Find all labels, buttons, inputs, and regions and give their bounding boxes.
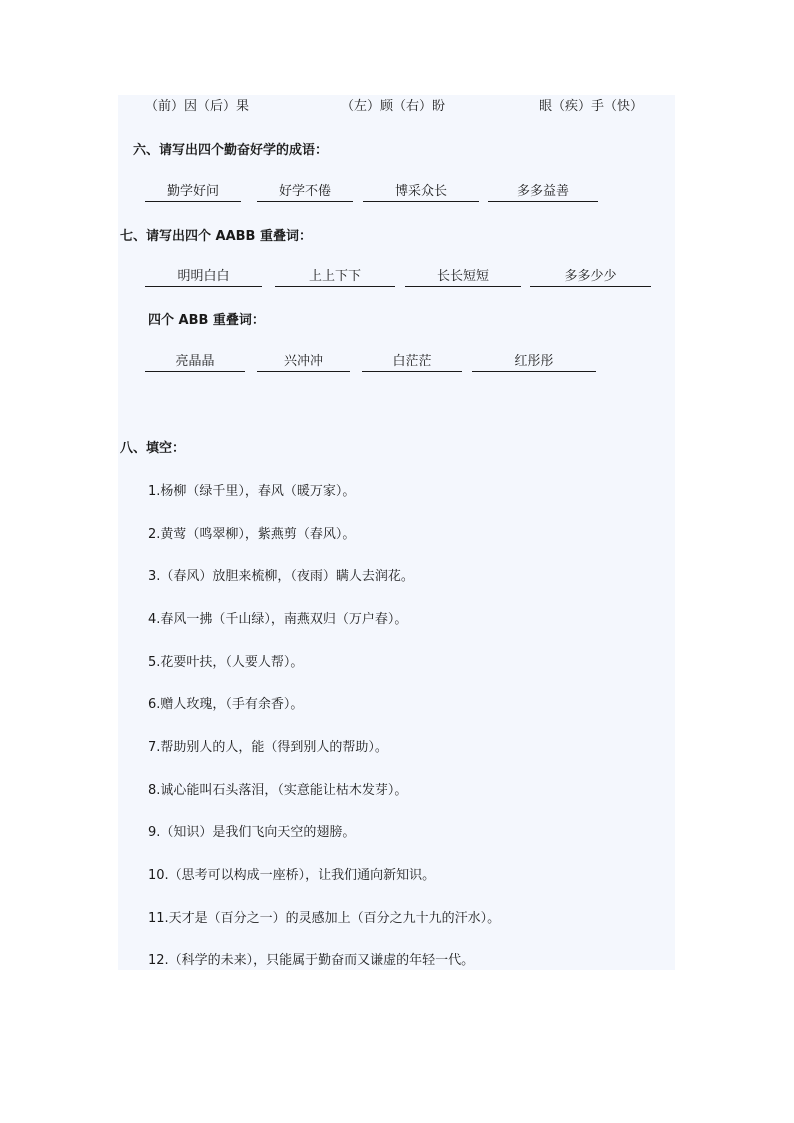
fill-item-9: 9.（知识）是我们飞向天空的翅膀。 xyxy=(148,825,356,840)
section-6-answer-1: 勤学好问 xyxy=(145,184,241,202)
fill-item-12: 12.（科学的未来），只能属于勤奋而又谦虚的年轻一代。 xyxy=(148,953,475,968)
fill-item-11: 11.天才是（百分之一）的灵感加上（百分之九十九的汗水）。 xyxy=(148,911,501,926)
fill-item-1: 1.杨柳（绿千里），春风（暖万家）。 xyxy=(148,484,356,499)
fill-item-6: 6.赠人玫瑰，（手有余香）。 xyxy=(148,697,304,712)
idiom-1: （前）因（后）果 xyxy=(145,99,250,114)
section-7-title: 七、请写出四个 AABB 重叠词： xyxy=(120,229,312,244)
fill-item-8: 8.诚心能叫石头落泪，（实意能让枯木发芽）。 xyxy=(148,783,408,798)
section-7-answer-2: 上上下下 xyxy=(275,269,395,287)
section-8-title: 八、填空： xyxy=(120,441,186,456)
section-7-abb-answer-1: 亮晶晶 xyxy=(145,354,245,372)
idiom-3: 眼（疾）手（快） xyxy=(539,99,644,114)
fill-item-7: 7.帮助别人的人，能（得到别人的帮助）。 xyxy=(148,740,388,755)
section-7-answer-4: 多多少少 xyxy=(530,269,651,287)
section-6-answer-2: 好学不倦 xyxy=(257,184,353,202)
section-7-abb-answer-4: 红彤彤 xyxy=(472,354,596,372)
section-7-abb-answer-2: 兴冲冲 xyxy=(257,354,350,372)
section-6-answer-4: 多多益善 xyxy=(488,184,598,202)
fill-item-5: 5.花要叶扶，（人要人帮）。 xyxy=(148,655,304,670)
section-7-answer-1: 明明白白 xyxy=(145,269,262,287)
idiom-2: （左）顾（右）盼 xyxy=(341,99,446,114)
section-7-abb-title: 四个 ABB 重叠词： xyxy=(148,313,265,328)
section-7-abb-answer-3: 白茫茫 xyxy=(362,354,462,372)
section-7-answer-3: 长长短短 xyxy=(405,269,521,287)
fill-item-3: 3.（春风）放胆来梳柳，（夜雨）瞒人去润花。 xyxy=(148,569,414,584)
fill-item-2: 2.黄莺（鸣翠柳），紫燕剪（春风）。 xyxy=(148,527,356,542)
fill-item-4: 4.春风一拂（千山绿），南燕双归（万户春）。 xyxy=(148,612,408,627)
fill-item-10: 10.（思考可以构成一座桥），让我们通向新知识。 xyxy=(148,868,436,883)
section-6-answer-3: 博采众长 xyxy=(363,184,479,202)
section-6-title: 六、请写出四个勤奋好学的成语： xyxy=(133,143,329,158)
